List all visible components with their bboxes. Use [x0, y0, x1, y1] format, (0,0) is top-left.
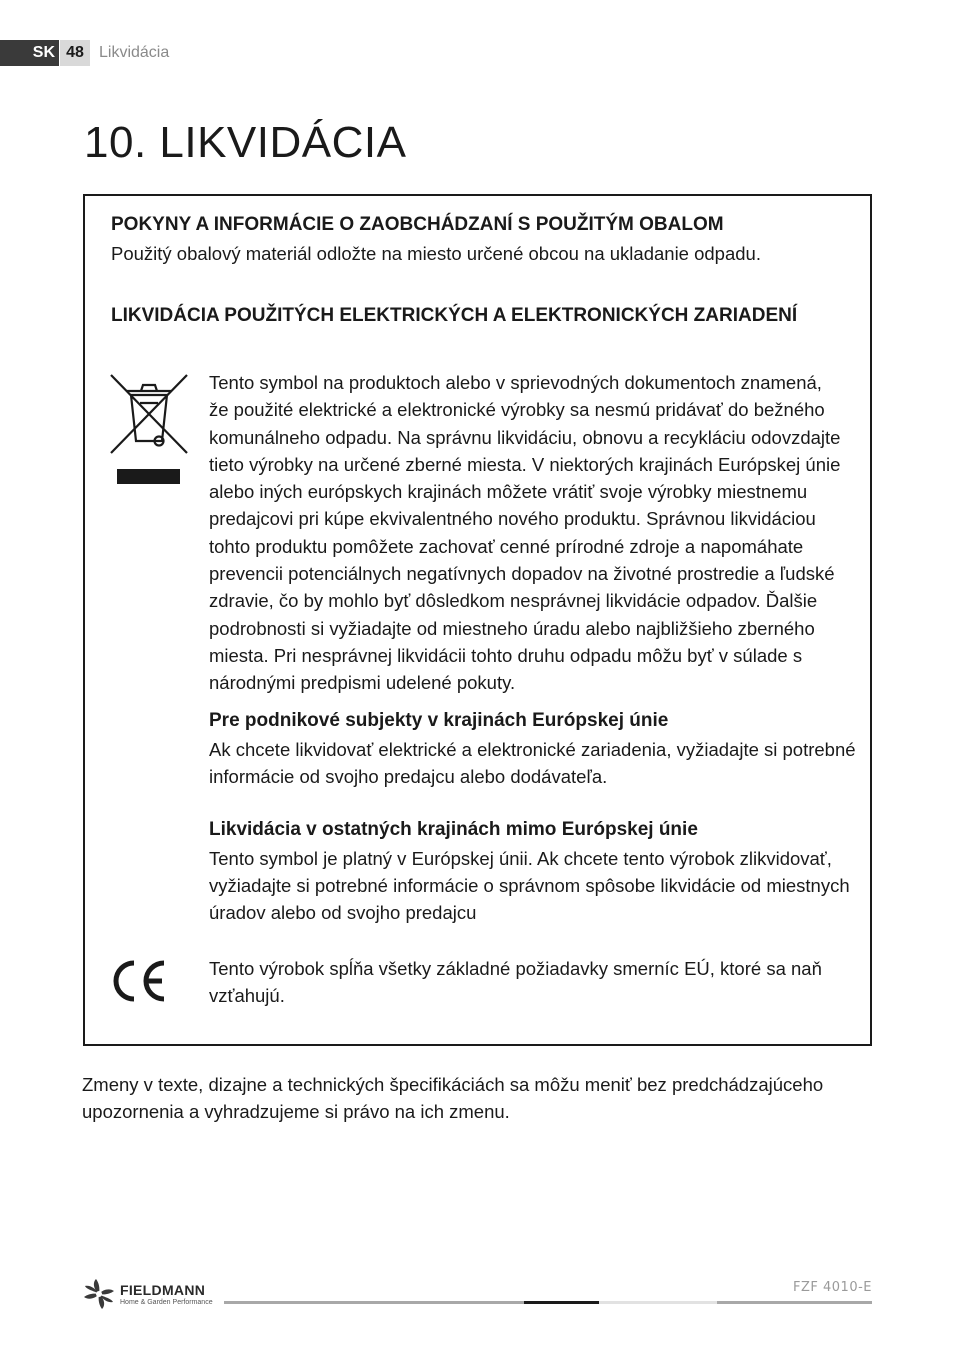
language-code: SK: [32, 44, 55, 61]
brand-name: FIELDMANN: [120, 1282, 206, 1298]
packaging-text: Použitý obalový materiál odložte na miesto určené obcou na ukladanie odpadu.: [111, 243, 761, 264]
outside-eu-heading: Likvidácia v ostatných krajinách mimo Európskej únie: [209, 819, 698, 840]
language-tab: [0, 40, 59, 66]
weee-text-line: podrobnosti si vyžiadajte od miestneho úradu alebo najbližšieho zberného: [209, 618, 815, 639]
weee-text-line: zdravie, čo by mohlo byť dôsledkom nesprávnej likvidácie odpadov. Ďalšie: [209, 590, 818, 611]
model-number: FZF 4010-E: [793, 1280, 872, 1295]
outside-eu-text-line: Tento symbol je platný v Európskej únii. Ak chcete tento výrobok zlikvidovať,: [209, 848, 832, 869]
weee-text-line: komunálneho odpadu. Na správnu likvidáciu, obnovu a recykláciu odovzdajte: [209, 427, 841, 448]
crossed-out-wheelie-bin-icon: [109, 373, 189, 485]
ce-text-line: Tento výrobok spĺňa všetky základné požiadavky smerníc EÚ, ktoré sa naň: [209, 958, 822, 979]
packaging-heading: POKYNY A INFORMÁCIE O ZAOBCHÁDZANÍ S POUŽITÝM OBALOM: [111, 214, 724, 235]
change-notice-line: Zmeny v texte, dizajne a technických špecifikáciách sa môžu meniť bez predchádzajúceho: [82, 1074, 824, 1095]
business-heading: Pre podnikové subjekty v krajinách Európskej únie: [209, 710, 669, 731]
running-section-title: Likvidácia: [99, 44, 170, 61]
page-title: 10. LIKVIDÁCIA: [84, 118, 407, 167]
weee-text-line: tieto výrobky na určené zberné miesta. V niektorých krajinách Európskej únie: [209, 454, 841, 475]
brand-logo: [82, 1278, 222, 1310]
outside-eu-text-line: úradov alebo od svojho predajcu: [209, 902, 477, 923]
footer-rule-light: [599, 1301, 717, 1304]
footer-rule: [224, 1301, 524, 1304]
weee-text-line: Tento symbol na produktoch alebo v sprievodných dokumentoch znamená,: [209, 372, 822, 393]
outside-eu-text-line: vyžiadajte si potrebné informácie o správnom spôsobe likvidácie od miestnych: [209, 875, 850, 896]
fieldmann-fan-logo-icon: [82, 1278, 116, 1310]
weee-text-line: predajcovi pri kúpe ekvivalentného nového produktu. Správnou likvidáciou: [209, 508, 816, 529]
footer-rule-accent: [524, 1301, 599, 1304]
weee-text-line: národnými predpismi udelené pokuty.: [209, 672, 516, 693]
business-text-line: Ak chcete likvidovať elektrické a elektronické zariadenia, vyžiadajte si potrebné: [209, 739, 856, 760]
weee-text-line: miesta. Pri nesprávnej likvidácii tohto druhu odpadu môžu byť v súlade s: [209, 645, 803, 666]
ce-text-line: vzťahujú.: [209, 985, 285, 1006]
weee-text-line: alebo iných európskych krajinách môžete vrátiť svoje výrobky miestnemu: [209, 481, 808, 502]
brand-tagline: Home & Garden Performance: [120, 1299, 213, 1306]
ce-mark-icon: [110, 958, 168, 1004]
footer-rule-end: [717, 1301, 872, 1304]
weee-text-line: prevencii potenciálnych negatívnych dopadov na životné prostredie a ľudské: [209, 563, 835, 584]
business-text-line: informácie od svojho predajcu alebo dodávateľa.: [209, 766, 608, 787]
page-number: 48: [60, 40, 90, 66]
change-notice-line: upozornenia a vyhradzujeme si právo na ich zmenu.: [82, 1101, 510, 1122]
weee-heading: LIKVIDÁCIA POUŽITÝCH ELEKTRICKÝCH A ELEKTRONICKÝCH ZARIADENÍ: [111, 305, 798, 326]
weee-text-line: že použité elektrické a elektronické výrobky sa nesmú pridávať do bežného: [209, 399, 825, 420]
weee-text-line: tohto produktu pomôžete zachovať cenné prírodné zdroje a napomáhate: [209, 536, 804, 557]
